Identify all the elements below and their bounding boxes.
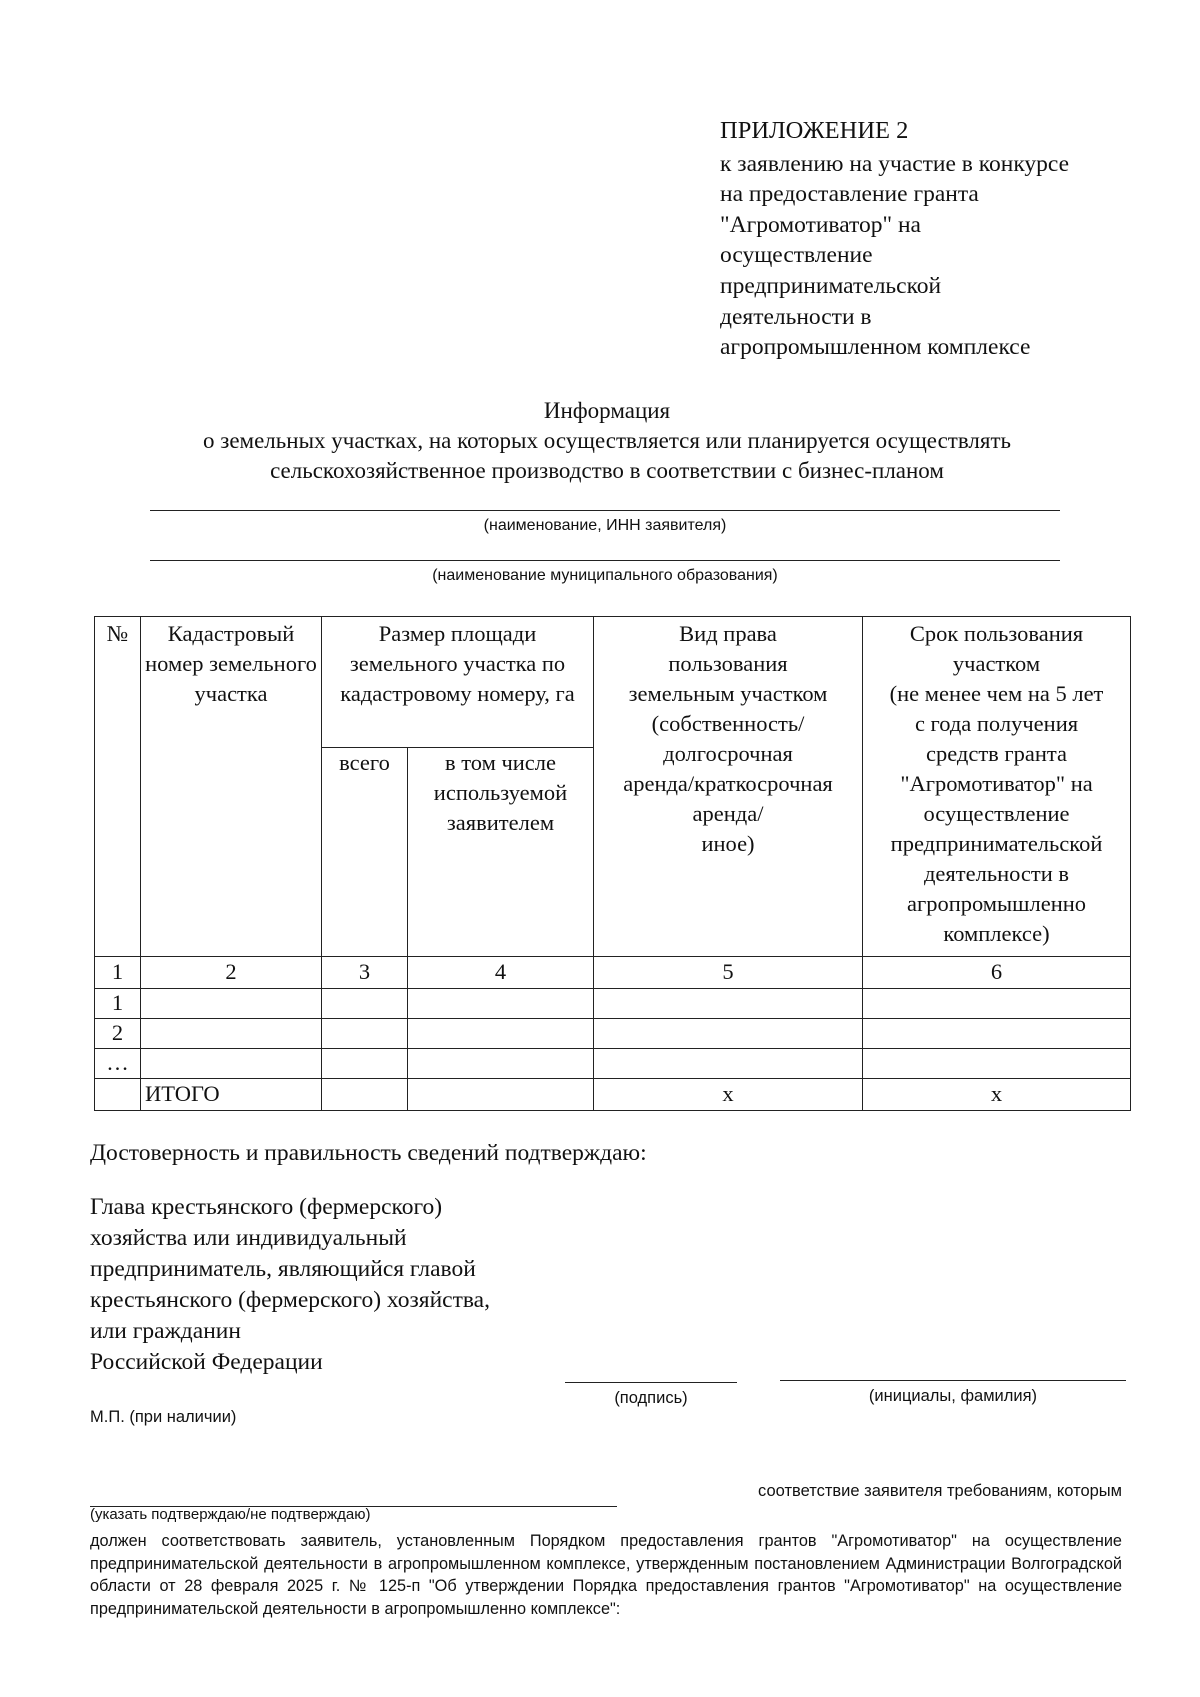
table-row	[95, 989, 1131, 1019]
header-right-type-line: аренда/	[692, 801, 764, 826]
header-term-line: Срок пользования	[909, 621, 1084, 646]
column-number: 6	[863, 957, 1131, 989]
total-right-type-mark: х	[594, 1079, 863, 1111]
total-used-cell[interactable]	[408, 1079, 594, 1111]
header-term-line: предпринимательской	[890, 831, 1103, 856]
municipality-caption: (наименование муниципального образования)	[432, 567, 778, 584]
header-right-type-line: Вид права	[679, 621, 777, 646]
document-title	[120, 396, 1094, 486]
table-row	[95, 1049, 1131, 1079]
column-number: 4	[408, 957, 594, 989]
signer-line: крестьянского (фермерского) хозяйства,	[90, 1287, 490, 1313]
header-right-type	[594, 617, 863, 957]
signer-line: предприниматель, являющийся главой	[90, 1256, 476, 1282]
footnote-body: должен соответствовать заявитель, установленным Порядком предоставления грантов "Агромотиватор" на осуществление предпринимательской деятельности в агропромышленном комплексе, утвержденным постановлением Администрации Волгоградской области от 28 февраля 2025 г. № 125-п "Об утверждении Порядка предоставления грантов "Агромотиватор" на осуществление предпринимательской деятельности в агропромышленно комплексе":	[90, 1532, 1122, 1618]
row-number: …	[95, 1049, 141, 1079]
column-number: 3	[322, 957, 408, 989]
table-row	[95, 1019, 1131, 1049]
total-label: ИТОГО	[141, 1079, 322, 1111]
signature-caption: (подпись)	[614, 1389, 688, 1407]
cadastral-cell[interactable]	[141, 1019, 322, 1049]
cadastral-cell[interactable]	[141, 1049, 322, 1079]
stamp-label: М.П. (при наличии)	[90, 1408, 237, 1426]
right-type-cell[interactable]	[594, 989, 863, 1019]
term-cell[interactable]	[863, 1019, 1131, 1049]
header-right-type-line: (собственность/	[651, 711, 805, 736]
signature-field[interactable]	[565, 1382, 737, 1383]
total-num-cell	[95, 1079, 141, 1111]
appendix-line: "Агромотиватор" на	[720, 211, 921, 238]
appendix-line: деятельности в	[720, 303, 872, 330]
column-number: 1	[95, 957, 141, 989]
signer-block	[90, 1192, 610, 1378]
confirmation-text: Достоверность и правильность сведений подтверждаю:	[90, 1140, 647, 1166]
total-term-mark: х	[863, 1079, 1131, 1111]
name-field[interactable]	[780, 1380, 1126, 1381]
land-plots-table	[94, 616, 1131, 1111]
title-heading: Информация	[543, 398, 671, 423]
header-term-line: осуществление	[923, 801, 1070, 826]
signer-line: Глава крестьянского (фермерского)	[90, 1194, 443, 1220]
title-line: о земельных участках, на которых осуществляется или планируется осуществлять	[202, 428, 1011, 453]
appendix-line: на предоставление гранта	[720, 181, 979, 208]
header-area-label: Размер площади земельного участка по кадастровому номеру, га	[340, 621, 575, 706]
term-cell[interactable]	[863, 1049, 1131, 1079]
appendix-line: предпринимательской	[720, 272, 942, 299]
total-area-cell[interactable]	[322, 1079, 408, 1111]
column-number-row	[95, 957, 1131, 989]
header-term	[863, 617, 1131, 957]
header-cadastral: Кадастровый номер земельного участка	[141, 617, 322, 957]
term-cell[interactable]	[863, 989, 1131, 1019]
header-area	[322, 617, 594, 748]
row-number: 1	[95, 989, 141, 1019]
header-right-type-line: аренда/краткосрочная	[623, 771, 833, 796]
area-used-cell[interactable]	[408, 1049, 594, 1079]
signer-line: хозяйства или индивидуальный	[90, 1225, 407, 1251]
title-line: сельскохозяйственное производство в соответствии с бизнес-планом	[270, 458, 944, 483]
column-number: 2	[141, 957, 322, 989]
total-row	[95, 1079, 1131, 1111]
area-used-cell[interactable]	[408, 989, 594, 1019]
footnote-caption: (указать подтверждаю/не подтверждаю)	[90, 1506, 371, 1523]
right-type-cell[interactable]	[594, 1049, 863, 1079]
area-total-cell[interactable]	[322, 1019, 408, 1049]
area-total-cell[interactable]	[322, 1049, 408, 1079]
applicant-name-field[interactable]	[150, 510, 1060, 511]
footnote-right-text: соответствие заявителя требованиям, которым	[758, 1482, 1122, 1500]
header-area-used: в том числе используемой заявителем	[408, 748, 594, 957]
cadastral-cell[interactable]	[141, 989, 322, 1019]
row-number: 2	[95, 1019, 141, 1049]
signer-line: или гражданин	[90, 1318, 241, 1344]
header-term-line: (не менее чем на 5 лет	[889, 681, 1104, 706]
name-caption: (инициалы, фамилия)	[868, 1387, 1038, 1405]
appendix-line: агропромышленном комплексе	[720, 334, 1031, 361]
header-term-line: с года получения	[914, 711, 1079, 736]
header-right-type-line: иное)	[701, 831, 755, 856]
appendix-block	[720, 116, 1160, 363]
municipality-field[interactable]	[150, 560, 1060, 561]
appendix-line: к заявлению на участие в конкурсе	[720, 150, 1070, 177]
header-area-total: всего	[322, 748, 408, 957]
appendix-title: ПРИЛОЖЕНИЕ 2	[720, 117, 909, 144]
header-term-line: "Агромотиватор" на	[900, 771, 1093, 796]
column-number: 5	[594, 957, 863, 989]
header-term-line: средств гранта	[925, 741, 1068, 766]
area-used-cell[interactable]	[408, 1019, 594, 1049]
area-total-cell[interactable]	[322, 989, 408, 1019]
header-term-line: комплексе)	[943, 921, 1050, 946]
signer-line: Российской Федерации	[90, 1349, 323, 1375]
right-type-cell[interactable]	[594, 1019, 863, 1049]
header-right-type-line: пользования	[668, 651, 788, 676]
appendix-line: осуществление	[720, 242, 873, 269]
header-right-type-line: долгосрочная	[663, 741, 793, 766]
header-term-line: агропромышленно	[906, 891, 1087, 916]
header-term-line: деятельности в	[923, 861, 1070, 886]
header-right-type-line: земельным участком	[628, 681, 828, 706]
header-num: №	[95, 617, 141, 957]
header-term-line: участком	[952, 651, 1041, 676]
applicant-caption: (наименование, ИНН заявителя)	[483, 517, 727, 534]
